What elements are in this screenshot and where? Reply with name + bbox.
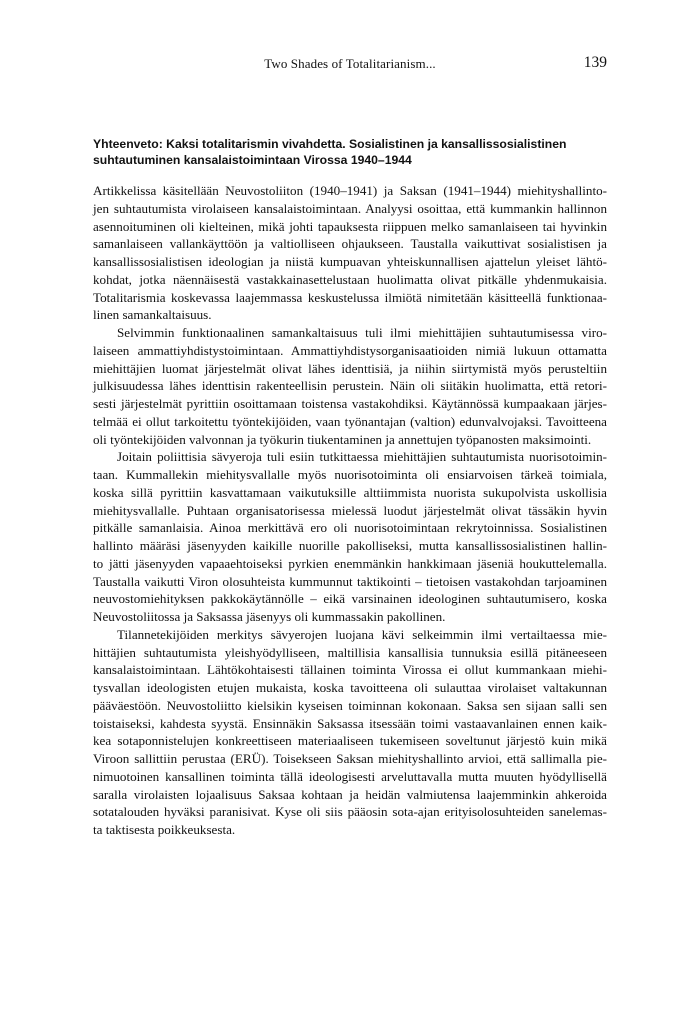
text-line: to jätti jäsenyyden vapaaehtoiseksi pyrkien enemmänkin hankkimaan jäseniä houkuttelemalla. [93, 555, 607, 571]
text-line: pääväestöön. Neuvostoliitto kielsikin kyseisen toiminnan kokonaan. Saksa sen sijaan salli sen [93, 697, 607, 713]
paragraph-4 [93, 626, 607, 839]
text-line: miehitysvallalle. Puhtaan organisatorisessa mielessä luodut järjestelmät olivat tässäkin hyvin [93, 502, 607, 518]
summary-heading [93, 137, 607, 168]
text-line: julkisuudessa lähes identtisin rakenteellisin perustein. Näin oli siitäkin huolimatta, että retori- [93, 378, 607, 394]
text-line: hallinto määräsi jäsenyyden kaikille nuorille pakolliseksi, mutta kansallissosialistinen hallin- [93, 538, 607, 553]
text-line: oli työntekijöiden valvonnan ja työkurin tiukentaminen ja annettujen työpanosten maksimointi. [93, 431, 592, 447]
text-line: Totalitarismia koskevassa laajemmassa keskustelussa ilmiötä nimitetään käsitteellä funktionaa- [93, 289, 607, 305]
text-line: pitkälle samanlaisia. Ainoa merkittävä ero oli nuorisotoimintaan rekrytoinnissa. Sosialistinen [93, 520, 607, 536]
text-line: neuvostomiehityksen pakkokäytännölle – eikä varsinainen ideologinen suhtautumisero, koska [93, 591, 607, 607]
text-line: linen samankaltaisuus. [93, 307, 212, 323]
text-line: samanlaiseen vallankäyttöön ja valtiolliseen ohjaukseen. Taustalla vaikuttivat sosialistisen ja [93, 236, 607, 252]
text-line: taan. Kummallekin miehitysvallalle myös nuorisotoiminta oli ensiarvoisen tärkeä toimiala, [93, 467, 607, 482]
text-line: koska sillä pyrittiin kasvattamaan vaikutuksille alttiimmista nuorista sukupolvista uskollisia [93, 484, 607, 500]
text-line: Tilannetekijöiden merkitys sävyerojen luojana kävi selkeimmin ilmi vertailtaessa mie- [117, 626, 607, 642]
text-line: nimuotoinen kansallinen toiminta tällä ideologisesti arveluttavalla mutta muuten hyödyllisellä [93, 768, 607, 784]
paragraph-3 [93, 448, 607, 626]
text-line: Selvimmin funktionaalinen samankaltaisuus tuli ilmi miehittäjien suhtautumisessa viro- [117, 325, 607, 340]
text-line: kea sotaponnistelujen konkreettiseen materiaaliseen tukemiseen soveltunut järjestö kuin mikä [93, 733, 607, 749]
paragraph-1 [93, 182, 607, 324]
text-line: Artikkelissa käsitellään Neuvostoliiton (1940–1941) ja Saksan (1941–1944) miehityshallinto- [93, 183, 607, 198]
text-line: telmää ei ollut tarkoitettu työntekijöiden, vaan työnantajan (valtion) edunvalvojaksi. Tavoitteena [93, 413, 607, 429]
text-line: Viroon sallittiin perustaa (ERÜ). Toisekseen Saksan miehityshallinto arvioi, että sallimalla pie- [93, 751, 607, 766]
text-line: Taustalla vaikutti Viron olosuhteista kummunnut taktikointi – tietoisen vastakohdan tarjoaminen [93, 573, 607, 589]
text-line: Neuvostoliitossa ja Saksassa jäsenyys oli kummassakin pakollinen. [93, 609, 446, 624]
text-line: tysvallan ideologisten etujen mukaista, koska tavoitteena oli sulauttaa virolaiset valtakunnan [93, 680, 607, 695]
text-line: miehittäjien luomat järjestelmät olivat lähes identtisiä, ja niihin siirtymistä myös perusteltiin [93, 360, 607, 376]
summary-body [93, 182, 607, 839]
running-title: Two Shades of Totalitarianism... [264, 56, 436, 71]
summary-heading-line: Yhteenveto: Kaksi totalitarismin vivahdetta. Sosialistinen ja kansallissosialistinen [93, 137, 567, 151]
text-line: kansallissosialistisen ideologian ja niistä kumpuavan yhteiskunnallisen ajattelun yleiset lähtö- [93, 254, 607, 269]
running-header [93, 54, 607, 74]
text-line: ta taktisesta poikkeuksesta. [93, 822, 236, 837]
text-line: laiseen ammattiyhdistystoimintaan. Ammattiyhdistysorganisaatioiden nimiä lukuun ottamatta [93, 342, 607, 358]
text-line: toistaiseksi, kahdesta syystä. Ensinnäkin Saksassa itsessään toimi vastaavanlainen ennen kaik- [93, 715, 607, 731]
text-line: Joitain poliittisia sävyeroja tuli esiin tutkittaessa miehittäjien suhtautumista nuorisotoimin- [117, 449, 607, 465]
text-line: saralla virolaisten lojaalisuus Saksaa kohtaan ja heidän valmiutensa laajemminkin ahkeroida [93, 786, 607, 802]
text-line: jen suhtautumista virolaiseen kansalaistoimintaan. Analyysi osoittaa, että kummankin hallinnon [93, 200, 607, 216]
page-number: 139 [583, 54, 607, 71]
text-line: kansalaistoimintaan. Lähtökohtaisesti tällainen toiminta Virossa ei ollut kummankaan miehi- [93, 662, 607, 678]
text-line: sesti järjestelmät pyrittiin osoittamaan toistensa vastakohdiksi. Käytännössä kumpaakaan järjes- [93, 396, 607, 411]
text-line: kohdat, jotka näennäisestä vastakkainasettelustaan huolimatta olivat pitkälle yhdenmukaisia. [93, 271, 607, 287]
text-line: hittäjien suhtautumista yleishyödylliseen, maltillisia kansallisia tunnuksia esillä pitäneeseen [93, 644, 607, 660]
text-line: asennoituminen oli kielteinen, mikä johti tapauksesta riippuen melko samanlaiseen tai hyvinkin [93, 218, 607, 234]
text-line: sotatalouden hyväksi paranisivat. Kyse oli siis pääosin sota-ajan erityisolosuhteiden sanelemas- [93, 804, 607, 820]
paragraph-2 [93, 324, 607, 448]
summary-heading-line: suhtautuminen kansalaistoimintaan Virossa 1940–1944 [93, 152, 412, 167]
